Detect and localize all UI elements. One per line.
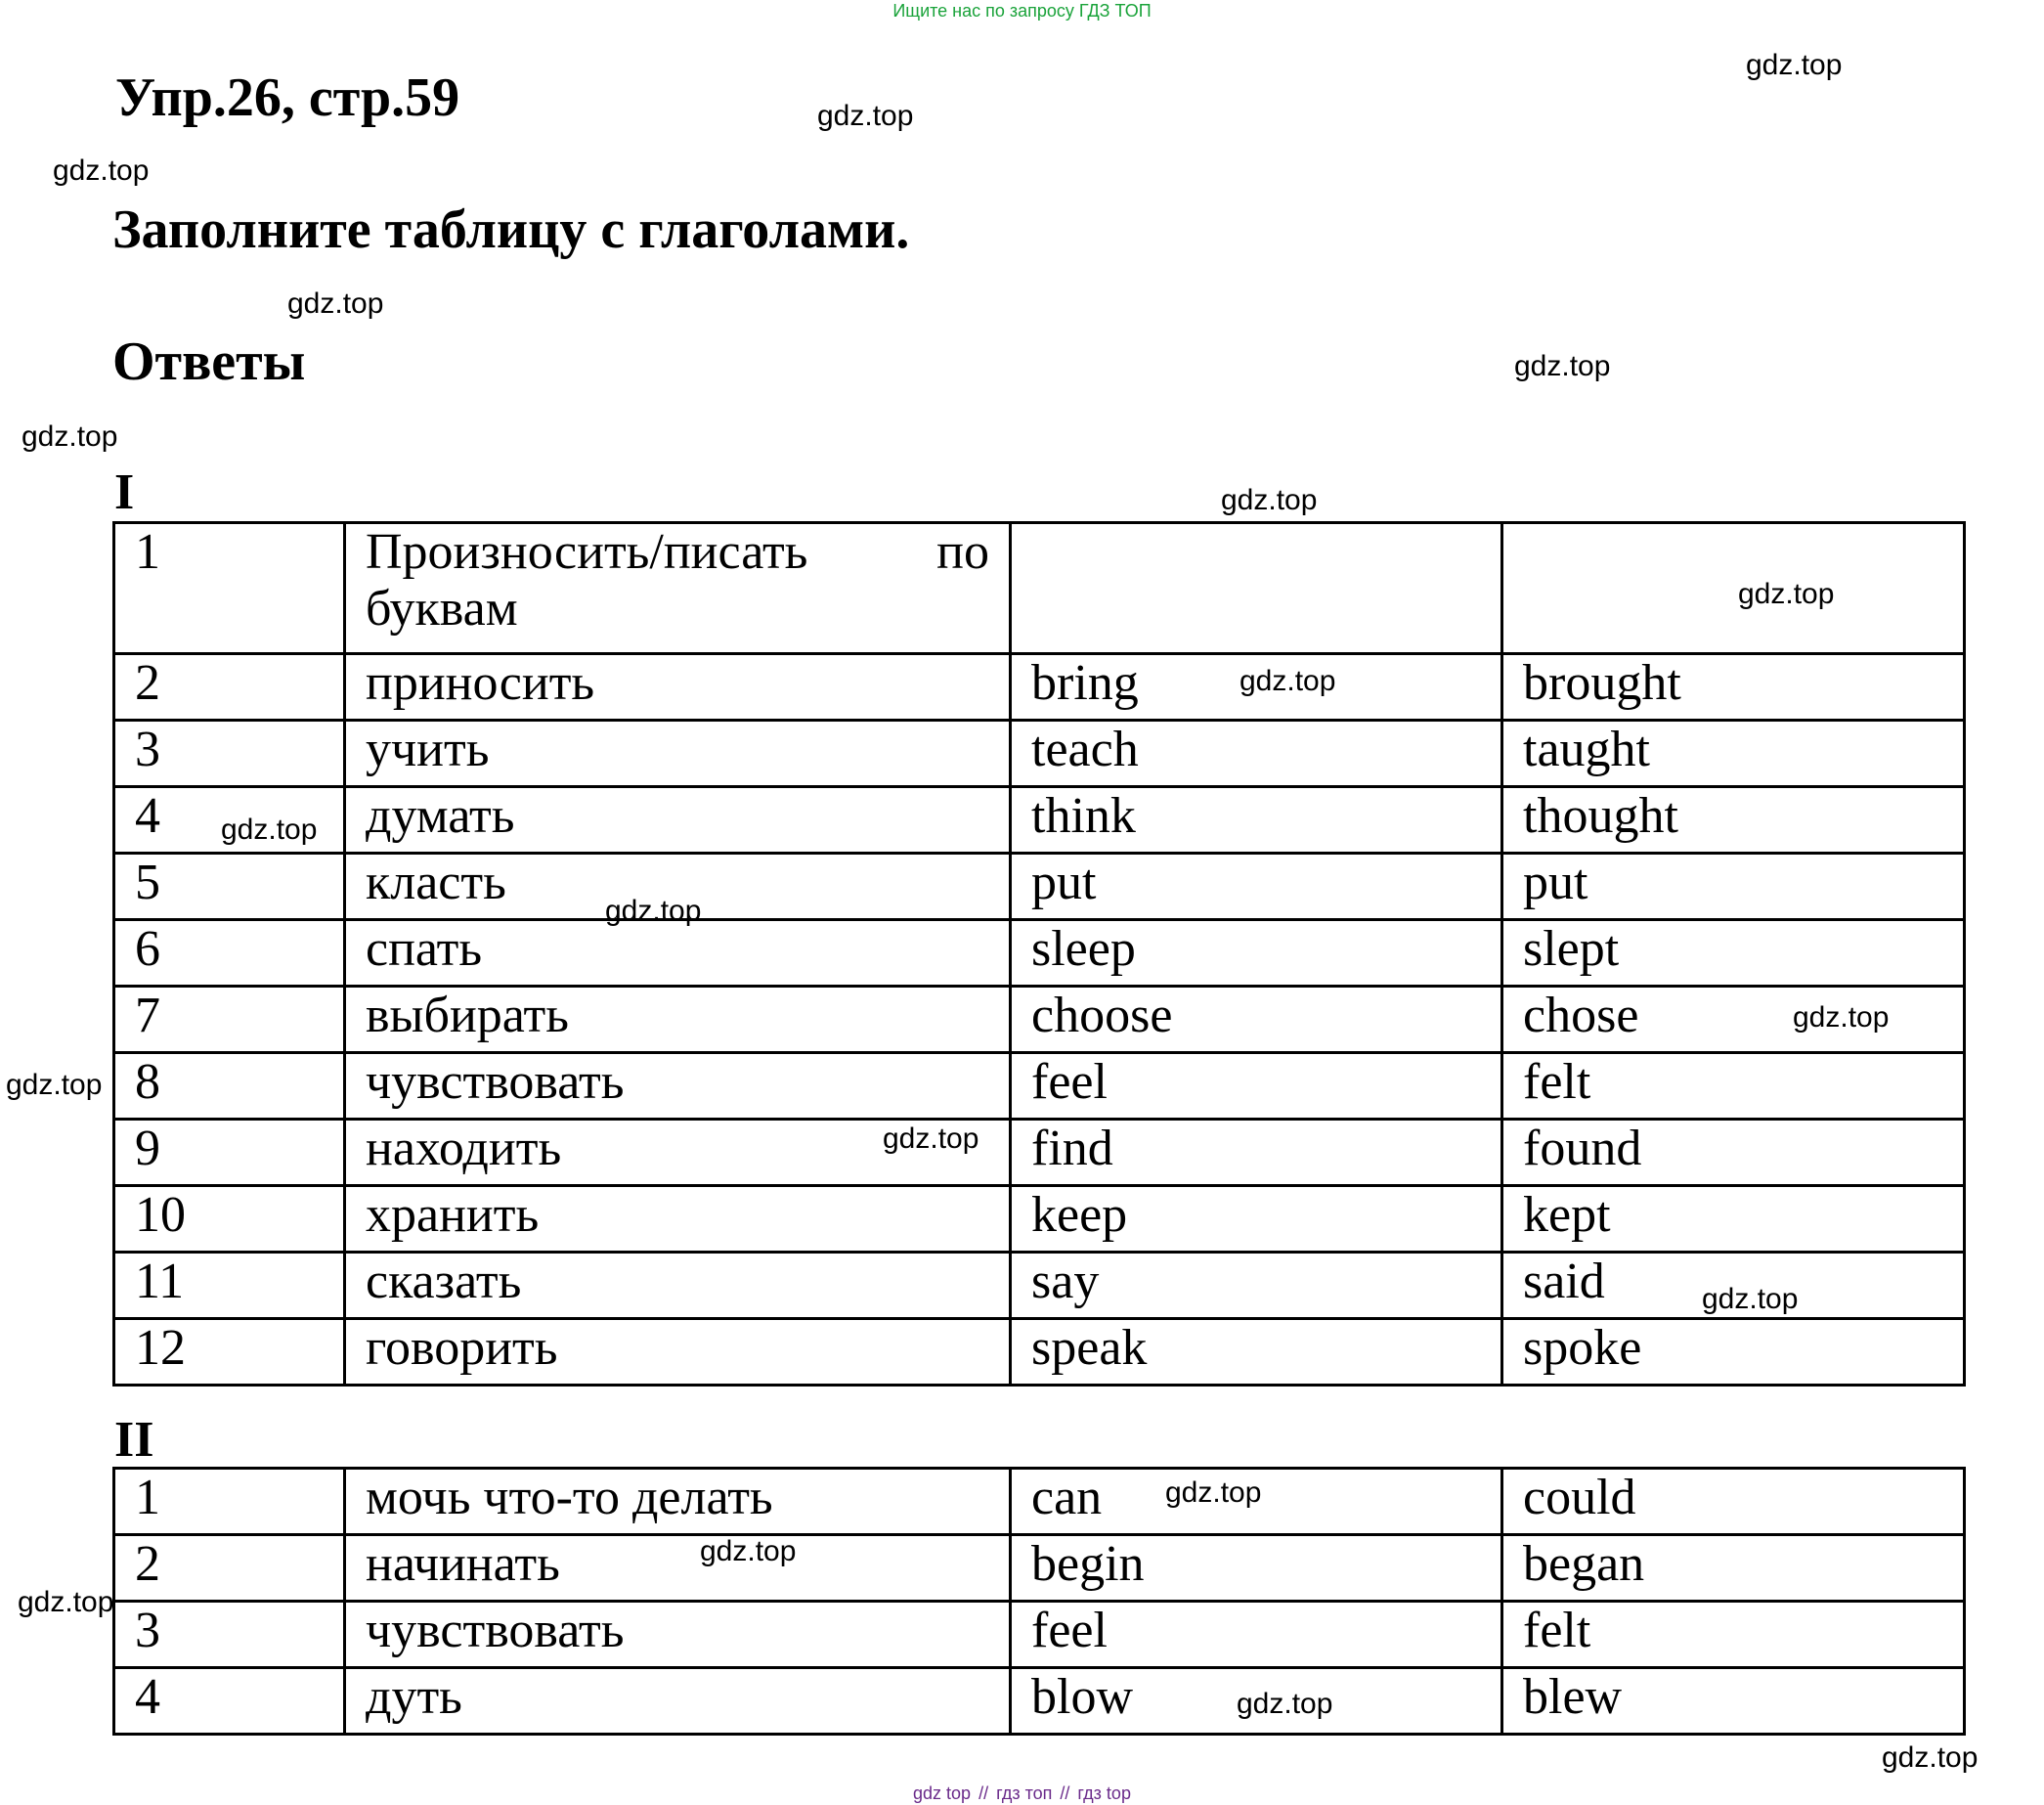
past-simple-cell: taught bbox=[1502, 721, 1965, 787]
infinitive-cell: think bbox=[1011, 787, 1502, 854]
past-simple-cell bbox=[1502, 523, 1965, 654]
row-number-cell: 4 bbox=[114, 1668, 345, 1735]
footer-part-2: гдз топ bbox=[996, 1783, 1053, 1803]
past-simple-cell: blew bbox=[1502, 1668, 1965, 1735]
watermark: gdz.top bbox=[700, 1535, 797, 1567]
watermark: gdz.top bbox=[817, 100, 914, 132]
table-row bbox=[114, 787, 1965, 854]
table-row bbox=[114, 1186, 1965, 1253]
past-simple-cell: slept bbox=[1502, 920, 1965, 987]
table-row bbox=[114, 721, 1965, 787]
infinitive-cell: bring bbox=[1011, 654, 1502, 721]
infinitive-cell: speak bbox=[1011, 1319, 1502, 1386]
watermark: gdz.top bbox=[1702, 1283, 1799, 1315]
watermark: gdz.top bbox=[883, 1123, 979, 1155]
footer-separator: // bbox=[979, 1783, 989, 1803]
russian-verb-cell: учить bbox=[345, 721, 1011, 787]
infinitive-cell: blow bbox=[1011, 1668, 1502, 1735]
verbs-table-1 bbox=[112, 521, 1966, 1387]
russian-verb-cell: Произносить/писать по буквам bbox=[345, 523, 1011, 654]
watermark: gdz.top bbox=[22, 420, 118, 453]
russian-verb-cell: говорить bbox=[345, 1319, 1011, 1386]
russian-verb-cell: дуть bbox=[345, 1668, 1011, 1735]
russian-verb-cell: мочь что-то делать bbox=[345, 1469, 1011, 1535]
infinitive-cell: feel bbox=[1011, 1053, 1502, 1120]
past-simple-cell: began bbox=[1502, 1535, 1965, 1602]
footer-separator: // bbox=[1060, 1783, 1070, 1803]
row-number-cell: 1 bbox=[114, 1469, 345, 1535]
top-banner: Ищите нас по запросу ГДЗ ТОП bbox=[892, 1, 1152, 21]
row-number-cell: 8 bbox=[114, 1053, 345, 1120]
russian-verb-cell: начинать bbox=[345, 1535, 1011, 1602]
table-row bbox=[114, 987, 1965, 1053]
infinitive-cell: keep bbox=[1011, 1186, 1502, 1253]
section-2-label: II bbox=[114, 1412, 154, 1468]
row-number-cell: 9 bbox=[114, 1120, 345, 1186]
table-row bbox=[114, 920, 1965, 987]
table-row bbox=[114, 654, 1965, 721]
table-row bbox=[114, 1535, 1965, 1602]
footer bbox=[0, 1783, 2044, 1804]
infinitive-cell: sleep bbox=[1011, 920, 1502, 987]
russian-verb-cell: чувствовать bbox=[345, 1602, 1011, 1668]
table-row bbox=[114, 1319, 1965, 1386]
watermark: gdz.top bbox=[1239, 665, 1336, 697]
watermark: gdz.top bbox=[1237, 1688, 1333, 1720]
russian-verb-cell: чувствовать bbox=[345, 1053, 1011, 1120]
past-simple-cell: said bbox=[1502, 1253, 1965, 1319]
infinitive-cell: say bbox=[1011, 1253, 1502, 1319]
past-simple-cell: found bbox=[1502, 1120, 1965, 1186]
russian-verb-cell: приносить bbox=[345, 654, 1011, 721]
table-row bbox=[114, 1253, 1965, 1319]
watermark: gdz.top bbox=[287, 287, 384, 320]
watermark: gdz.top bbox=[53, 154, 150, 187]
infinitive-cell: teach bbox=[1011, 721, 1502, 787]
past-simple-cell: felt bbox=[1502, 1053, 1965, 1120]
table-row bbox=[114, 854, 1965, 920]
russian-verb-cell: класть bbox=[345, 854, 1011, 920]
row-number-cell: 4 bbox=[114, 787, 345, 854]
infinitive-cell: feel bbox=[1011, 1602, 1502, 1668]
russian-verb-cell: хранить bbox=[345, 1186, 1011, 1253]
infinitive-cell: find bbox=[1011, 1120, 1502, 1186]
row-number-cell: 5 bbox=[114, 854, 345, 920]
answers-label: Ответы bbox=[112, 331, 306, 392]
infinitive-cell: begin bbox=[1011, 1535, 1502, 1602]
watermark: gdz.top bbox=[6, 1069, 103, 1101]
watermark: gdz.top bbox=[1514, 350, 1611, 382]
row-number-cell: 6 bbox=[114, 920, 345, 987]
row-number-cell: 10 bbox=[114, 1186, 345, 1253]
exercise-title: Упр.26, стр.59 bbox=[115, 67, 460, 128]
row-number-cell: 7 bbox=[114, 987, 345, 1053]
verbs-table-2 bbox=[112, 1467, 1966, 1736]
row-number-cell: 3 bbox=[114, 1602, 345, 1668]
row-number-cell: 11 bbox=[114, 1253, 345, 1319]
russian-verb-cell: спать bbox=[345, 920, 1011, 987]
past-simple-cell: spoke bbox=[1502, 1319, 1965, 1386]
section-1-label: I bbox=[114, 464, 135, 520]
footer-part-3: гдз top bbox=[1077, 1783, 1131, 1803]
watermark: gdz.top bbox=[18, 1586, 114, 1618]
row-number-cell: 3 bbox=[114, 721, 345, 787]
row-number-cell: 2 bbox=[114, 1535, 345, 1602]
watermark: gdz.top bbox=[1793, 1001, 1890, 1034]
past-simple-cell: could bbox=[1502, 1469, 1965, 1535]
past-simple-cell: chose bbox=[1502, 987, 1965, 1053]
infinitive-cell: put bbox=[1011, 854, 1502, 920]
past-simple-cell: kept bbox=[1502, 1186, 1965, 1253]
russian-verb-cell: находить bbox=[345, 1120, 1011, 1186]
past-simple-cell: brought bbox=[1502, 654, 1965, 721]
task-text: Заполните таблицу с глаголами. bbox=[112, 199, 910, 260]
infinitive-cell bbox=[1011, 523, 1502, 654]
table-row bbox=[114, 1668, 1965, 1735]
watermark: gdz.top bbox=[1746, 49, 1843, 81]
watermark: gdz.top bbox=[1165, 1476, 1262, 1509]
infinitive-cell: choose bbox=[1011, 987, 1502, 1053]
table-row bbox=[114, 1053, 1965, 1120]
russian-verb-cell: выбирать bbox=[345, 987, 1011, 1053]
watermark: gdz.top bbox=[1738, 578, 1835, 610]
past-simple-cell: felt bbox=[1502, 1602, 1965, 1668]
table-row bbox=[114, 1469, 1965, 1535]
row-number-cell: 12 bbox=[114, 1319, 345, 1386]
footer-part-1: gdz top bbox=[913, 1783, 972, 1803]
past-simple-cell: thought bbox=[1502, 787, 1965, 854]
watermark: gdz.top bbox=[221, 814, 318, 846]
watermark: gdz.top bbox=[1882, 1741, 1979, 1774]
russian-verb-cell: сказать bbox=[345, 1253, 1011, 1319]
table-row bbox=[114, 1120, 1965, 1186]
watermark: gdz.top bbox=[1221, 484, 1318, 516]
watermark: gdz.top bbox=[605, 895, 702, 927]
table-row bbox=[114, 1602, 1965, 1668]
table-row bbox=[114, 523, 1965, 654]
row-number-cell: 1 bbox=[114, 523, 345, 654]
russian-verb-cell: думать bbox=[345, 787, 1011, 854]
row-number-cell: 2 bbox=[114, 654, 345, 721]
past-simple-cell: put bbox=[1502, 854, 1965, 920]
infinitive-cell: can bbox=[1011, 1469, 1502, 1535]
